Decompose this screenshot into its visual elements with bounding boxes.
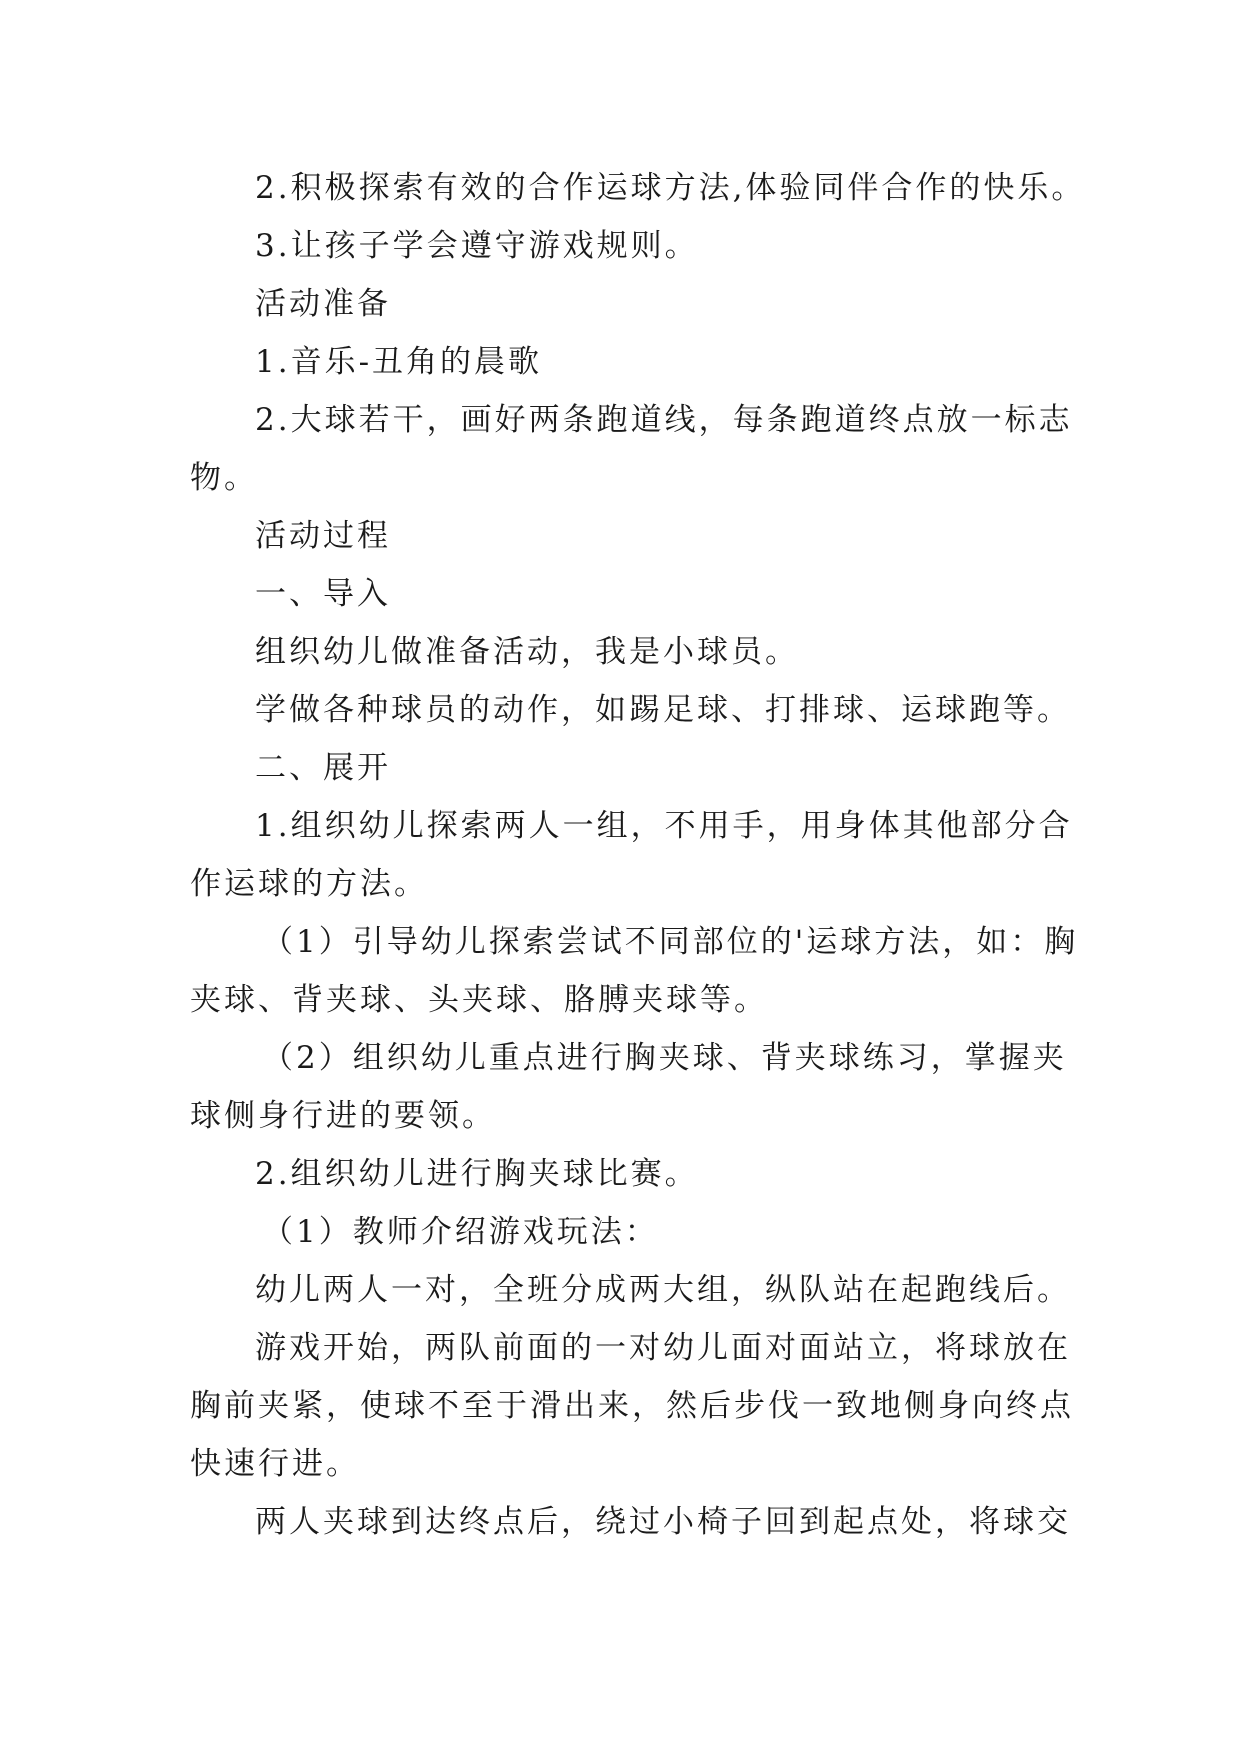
step-1: 1.组织幼儿探索两人一组，不用手，用身体其他部分合 (255, 808, 1073, 844)
preparation-item-2: 2.大球若干，画好两条跑道线，每条跑道终点放一标志 (255, 402, 1073, 438)
paragraph: 学做各种球员的动作，如踢足球、打排球、运球跑等。 (255, 692, 1071, 728)
step-2: 2.组织幼儿进行胸夹球比赛。 (255, 1156, 699, 1192)
preparation-item-1: 1.音乐-丑角的晨歌 (255, 344, 543, 380)
goal-item-2: 2.积极探索有效的合作运球方法,体验同伴合作的快乐。 (255, 170, 1086, 206)
section-heading-process: 活动过程 (255, 518, 391, 554)
subheading-introduction: 一、导入 (255, 576, 391, 612)
substep-game-rules: （1）教师介绍游戏玩法： (262, 1214, 659, 1250)
substep-1: （1）引导幼儿探索尝试不同部位的'运球方法，如：胸 (262, 924, 1079, 960)
goal-item-3: 3.让孩子学会遵守游戏规则。 (255, 228, 699, 264)
paragraph: 幼儿两人一对，全班分成两大组，纵队站在起跑线后。 (255, 1272, 1071, 1308)
paragraph: 两人夹球到达终点后，绕过小椅子回到起点处，将球交 (255, 1504, 1071, 1540)
subheading-development: 二、展开 (255, 750, 391, 786)
paragraph: 组织幼儿做准备活动，我是小球员。 (255, 634, 799, 670)
preparation-item-2-continued: 物。 (190, 460, 258, 496)
paragraph-continued: 胸前夹紧，使球不至于滑出来，然后步伐一致地侧身向终点 (190, 1388, 1074, 1424)
substep-1-continued: 夹球、背夹球、头夹球、胳膊夹球等。 (190, 982, 768, 1018)
substep-2: （2）组织幼儿重点进行胸夹球、背夹球练习，掌握夹 (262, 1040, 1067, 1076)
paragraph-continued: 快速行进。 (190, 1446, 360, 1482)
section-heading-preparation: 活动准备 (255, 286, 391, 322)
step-1-continued: 作运球的方法。 (190, 866, 428, 902)
paragraph: 游戏开始，两队前面的一对幼儿面对面站立，将球放在 (255, 1330, 1071, 1366)
substep-2-continued: 球侧身行进的要领。 (190, 1098, 496, 1134)
